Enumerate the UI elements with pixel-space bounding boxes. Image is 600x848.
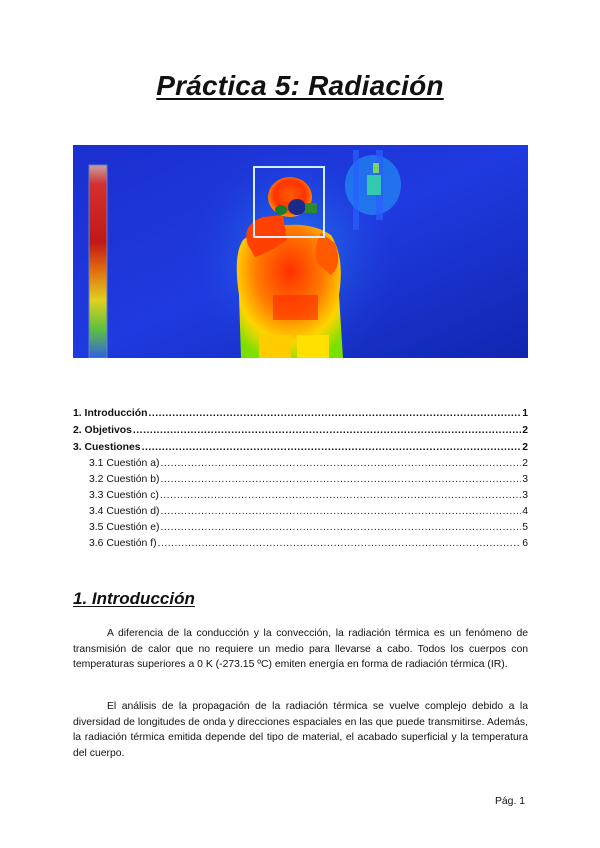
toc-leader-dots bbox=[133, 422, 521, 439]
toc-entry-cuestion-d[interactable] bbox=[73, 504, 528, 520]
toc-entry-page: 5 bbox=[522, 522, 528, 533]
intro-paragraph-1: A diferencia de la conducción y la convección, la radiación térmica es un fenómeno de transmisión de calor que no requiere un medio para llevarse a cabo. Todos los cuerpos con temperaturas superiores a 0 K (-273.15 ºC) emiten energía en forma de radiación térmica (IR). bbox=[73, 628, 528, 671]
toc-entry-label: 1. Introducción bbox=[73, 408, 148, 419]
toc-entry-label: 2. Objetivos bbox=[73, 425, 132, 436]
toc-entry-cuestion-b[interactable] bbox=[73, 472, 528, 488]
toc-leader-dots bbox=[160, 488, 521, 504]
intro-paragraph-2: El análisis de la propagación de la radiación térmica se vuelve complejo debido a la diversidad de longitudes de onda y direcciones espaciales en las que puede transmitirse. Además, la radiación térmica emitida depende del tipo de material, el acabado superficial y la temperatura del cuerpo. bbox=[73, 701, 528, 759]
toc-leader-dots bbox=[148, 405, 521, 422]
toc-entry-cuestion-f[interactable] bbox=[73, 536, 528, 552]
table-of-contents bbox=[73, 405, 528, 552]
toc-leader-dots bbox=[160, 520, 521, 536]
toc-entry-label: 3.5 Cuestión e) bbox=[89, 522, 160, 533]
toc-entry-page: 6 bbox=[522, 538, 528, 549]
toc-entry-label: 3.4 Cuestión d) bbox=[89, 506, 160, 517]
toc-entry-label: 3. Cuestiones bbox=[73, 442, 141, 453]
toc-entry-cuestiones[interactable] bbox=[73, 439, 528, 456]
toc-leader-dots bbox=[160, 456, 521, 472]
toc-entry-objetivos[interactable] bbox=[73, 422, 528, 439]
toc-leader-dots bbox=[142, 439, 522, 456]
toc-entry-page: 4 bbox=[522, 506, 528, 517]
toc-entry-cuestion-a[interactable] bbox=[73, 456, 528, 472]
page-number: Pág. 1 bbox=[494, 796, 525, 807]
page-title: Práctica 5: Radiación bbox=[156, 70, 444, 101]
toc-entry-page: 3 bbox=[522, 490, 528, 501]
toc-leader-dots bbox=[158, 536, 522, 552]
toc-entry-introduccion[interactable] bbox=[73, 405, 528, 422]
toc-entry-label: 3.2 Cuestión b) bbox=[89, 474, 160, 485]
toc-entry-page: 1 bbox=[522, 408, 528, 419]
toc-entry-page: 2 bbox=[522, 425, 528, 436]
thermal-camera-image bbox=[73, 145, 528, 358]
toc-entry-page: 2 bbox=[522, 442, 528, 453]
section-heading-introduccion: 1. Introducción bbox=[73, 589, 195, 608]
toc-leader-dots bbox=[160, 504, 521, 520]
toc-entry-page: 2 bbox=[522, 458, 528, 469]
toc-leader-dots bbox=[160, 472, 521, 488]
toc-entry-label: 3.6 Cuestión f) bbox=[89, 538, 157, 549]
toc-entry-page: 3 bbox=[522, 474, 528, 485]
toc-entry-cuestion-e[interactable] bbox=[73, 520, 528, 536]
toc-entry-label: 3.3 Cuestión c) bbox=[89, 490, 159, 501]
toc-entry-cuestion-c[interactable] bbox=[73, 488, 528, 504]
toc-entry-label: 3.1 Cuestión a) bbox=[89, 458, 160, 469]
